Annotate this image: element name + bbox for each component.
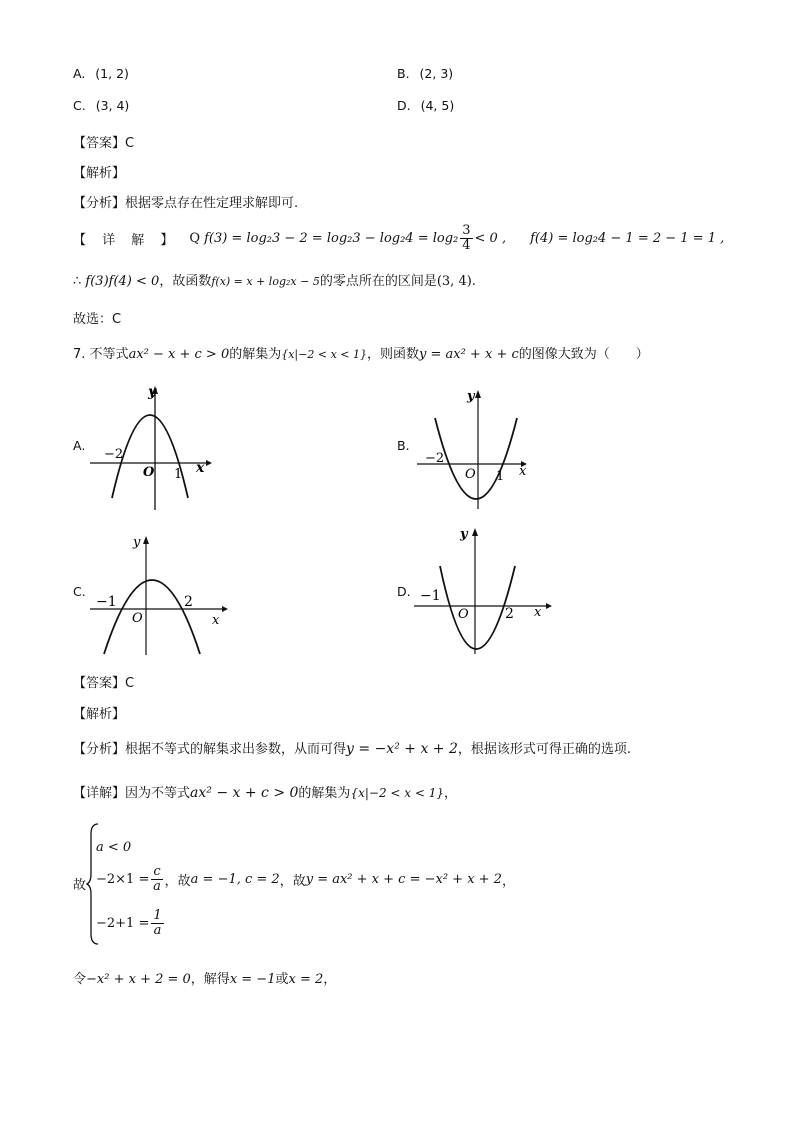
left-root-label: −2 [104,447,124,462]
parabola [112,415,188,498]
y-arrow [472,528,478,536]
q7-number: 7. [73,347,86,362]
system-result: y = ax² + x + c = −x² + x + 2 [305,871,502,887]
x-arrow [546,603,552,609]
because-symbol: Q [189,230,201,246]
last-or: 或 [275,972,289,987]
choice-text: 故选：C [73,312,122,327]
detail-expr1-end: < 0 , [474,230,507,246]
system-line1: a < 0 [96,840,132,855]
right-root-label: 1 [174,467,183,482]
q6-detail [73,222,724,254]
option-c-value: (3, 4) [95,98,130,113]
last-x1: x = −1 [229,972,276,987]
system-end: ， [501,873,515,889]
conclusion-func: f(x) = x + log₂x − 5 [211,275,320,288]
system-line3 [96,906,166,940]
y-label: y [467,389,475,404]
fraction-1-a [151,909,163,938]
y-label: y [148,384,157,400]
graph-c [88,530,238,660]
last-x2: x = 2 [288,972,324,987]
fenxi-t2: ，根据该形式可得正确的选项. [457,742,632,757]
detail-t1: 因为不等式 [125,786,191,801]
detail-set: {x|−2 < x < 1} [350,786,444,800]
q6-fenxi [73,192,298,211]
conclusion-interval: (3, 4) [436,274,472,289]
q7-detail [73,782,457,801]
option-b-letter: B. [397,66,410,81]
parabola [435,418,517,499]
frac-num: 3 [462,222,471,238]
fenxi-label: 【分析】 [73,742,126,757]
origin-label: O [132,611,143,626]
option-a-value: (1, 2) [95,66,129,81]
q7-t4: 的图像大致为（ ） [518,347,649,362]
system-after1: ，故 [164,873,191,889]
last-t2: ，解得 [190,972,230,987]
conclusion-mid: ，故函数 [159,274,212,289]
x-arrow [222,606,228,612]
origin-label: O [143,465,155,480]
conclusion-end: . [471,274,476,289]
y-label: y [460,527,468,542]
q7-answer [73,672,134,691]
answer-label: 【答案】 [73,136,126,151]
right-root-label: 2 [505,606,514,622]
q6-conclusion [73,270,476,289]
option-a [73,66,129,81]
option-d-value: (4, 5) [420,98,455,113]
answer-value: C [125,136,135,151]
option-b-value: (2, 3) [419,66,454,81]
x-arrow [206,460,212,466]
y-label: y [133,535,141,550]
detail-label: 【详解】 [73,786,126,801]
q7-set: {x|−2 < x < 1} [281,348,367,361]
fenxi-t1: 根据不等式的解集求出参数，从而可得 [125,742,347,757]
system-after2: ，故 [279,873,306,889]
graph-b [415,384,535,514]
right-root-label: 2 [184,594,193,610]
last-t1: 令 [73,972,87,987]
q7-t1: 不等式 [89,347,129,362]
line3-left: −2+1 = [96,915,150,931]
fenxi-text: 根据零点存在性定理求解即可. [125,196,299,211]
x-label: x [534,605,542,620]
frac-num: c [153,863,161,879]
system-gu: 故 [73,878,87,893]
option-d [397,98,454,113]
frac-num: 1 [153,907,162,923]
fraction-3-4 [460,224,472,253]
graph-d [412,522,562,662]
option-a-letter: A. [73,66,86,81]
parabola [104,580,200,654]
x-label: x [212,613,220,628]
origin-label: O [465,467,476,482]
origin-label: O [458,607,469,622]
answer-label: 【答案】 [73,676,126,691]
detail-expr1: f(3) = log₂3 − 2 = log₂3 − log₂4 = log₂ [204,230,459,246]
x-label: x [519,464,527,479]
q6-choice [73,308,121,327]
q6-answer [73,132,134,151]
graph-a [88,380,218,515]
y-arrow [475,390,481,398]
frac-den: a [153,922,162,938]
detail-end: ， [443,786,457,801]
left-root-label: −1 [420,588,441,604]
parabola [440,566,515,649]
system-vals: a = −1, c = 2 [190,871,280,887]
y-arrow [143,536,149,544]
detail-label: 【 详 解 】 [73,232,180,248]
fenxi-func: y = −x² + x + 2 [346,741,458,757]
option-b [397,66,453,81]
option-c-letter: C. [73,98,86,113]
last-end: ， [323,972,337,987]
detail-expr2: f(4) = log₂4 − 1 = 2 − 1 = 1 , [530,230,725,246]
conclusion-tail: 的零点所在的区间是 [319,274,437,289]
q7-fenxi [73,738,631,757]
fenxi-label: 【分析】 [73,196,126,211]
analysis-label: 【解析】 [73,707,126,722]
last-eq: −x² + x + 2 = 0 [86,972,191,987]
graph-c-letter: C. [73,584,86,599]
q7-ineq: ax² − x + c > 0 [128,347,230,362]
x-label: x [196,460,205,476]
option-d-letter: D. [397,98,411,113]
frac-den: a [153,878,161,894]
answer-value: C [125,676,135,691]
fraction-c-a [151,865,162,894]
q7-t2: 的解集为 [229,347,282,362]
q7-last-line [73,968,336,987]
left-root-label: −1 [96,594,117,610]
q6-analysis-label [73,162,125,181]
q7-t3: ，则函数 [366,347,419,362]
q7-statement [73,343,649,362]
therefore-symbol: ∴ [73,274,82,289]
detail-t2: 的解集为 [298,786,351,801]
analysis-label: 【解析】 [73,166,126,181]
option-c [73,98,129,113]
q7-analysis-label [73,703,125,722]
line2-left: −2×1 = [96,871,150,887]
q7-func: y = ax² + x + c [419,347,519,362]
system-line2 [96,862,515,896]
frac-den: 4 [462,237,471,253]
conclusion-expr: f(3)f(4) < 0 [85,274,160,289]
right-root-label: 1 [496,469,505,484]
graph-b-letter: B. [397,438,410,453]
graph-d-letter: D. [397,584,411,599]
left-root-label: −2 [425,451,445,466]
graph-a-letter: A. [73,438,86,453]
detail-ineq: ax² − x + c > 0 [190,785,299,801]
